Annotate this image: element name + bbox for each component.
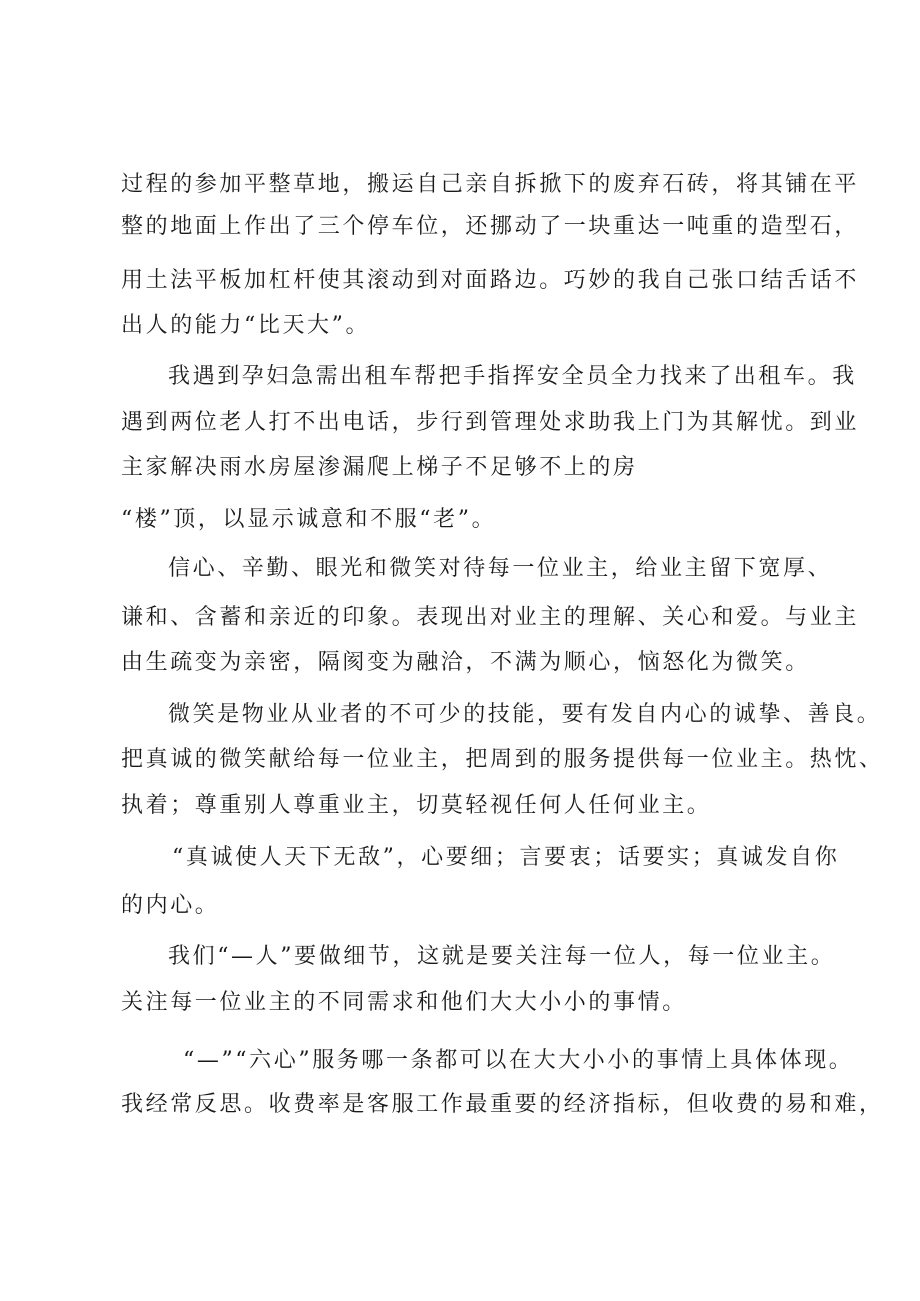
- paragraph-3-line-1: 信心、辛勤、眼光和微笑对待每一位业主，给业主留下宽厚、: [168, 556, 833, 581]
- paragraph-1-line-3: 用土法平板加杠杆使其滚动到对面路边。巧妙的我自己张口结舌话不: [121, 268, 860, 293]
- paragraph-5-line-1: “真诚使人天下无敌”，心要细；言要衷；话要实；真诚发自你: [172, 845, 840, 870]
- paragraph-7-line-1: “—”“六心”服务哪一条都可以在大大小小的事情上具体体现。: [183, 1048, 854, 1073]
- paragraph-2-line-2: 遇到两位老人打不出电话，步行到管理处求助我上门为其解忧。到业: [121, 410, 860, 435]
- paragraph-6-line-2: 关注每一位业主的不同需求和他们大大小小的事情。: [121, 990, 687, 1015]
- paragraph-1-line-1: 过程的参加平整草地，搬运自己亲自拆掀下的废弃石砖，将其铺在平: [121, 172, 860, 197]
- paragraph-3-line-3: 由生疏变为亲密，隔阂变为融洽，不满为顺心，恼怒化为微笑。: [121, 650, 810, 675]
- paragraph-7-line-2: 我经常反思。收费率是客服工作最重要的经济指标，但收费的易和难，: [121, 1092, 884, 1117]
- paragraph-4-line-2: 把真诚的微笑献给每一位业主，把周到的服务提供每一位业主。热忱、: [121, 747, 884, 772]
- paragraph-2-line-1: 我遇到孕妇急需出租车帮把手指挥安全员全力找来了出租车。我: [168, 364, 857, 389]
- paragraph-3-line-2: 谦和、含蓄和亲近的印象。表现出对业主的理解、关心和爱。与业主: [121, 605, 860, 630]
- paragraph-1-line-4: 出人的能力“比天大”。: [121, 313, 371, 338]
- paragraph-4-line-3: 执着；尊重别人尊重业主，切莫轻视任何人任何业主。: [121, 793, 712, 818]
- paragraph-6-line-1: 我们“—人”要做细节，这就是要关注每一位人，每一位业主。: [168, 944, 836, 969]
- paragraph-2-line-4: “楼”顶，以显示诚意和不服“老”。: [121, 507, 497, 532]
- paragraph-4-line-1: 微笑是物业从业者的不可少的技能，要有发自内心的诚挚、善良。: [168, 702, 882, 727]
- paragraph-5-line-2: 的内心。: [121, 893, 220, 918]
- paragraph-1-line-2: 整的地面上作出了三个停车位，还挪动了一块重达一吨重的造型石，: [121, 214, 860, 239]
- paragraph-2-line-3: 主家解决雨水房屋渗漏爬上梯子不足够不上的房: [121, 455, 638, 480]
